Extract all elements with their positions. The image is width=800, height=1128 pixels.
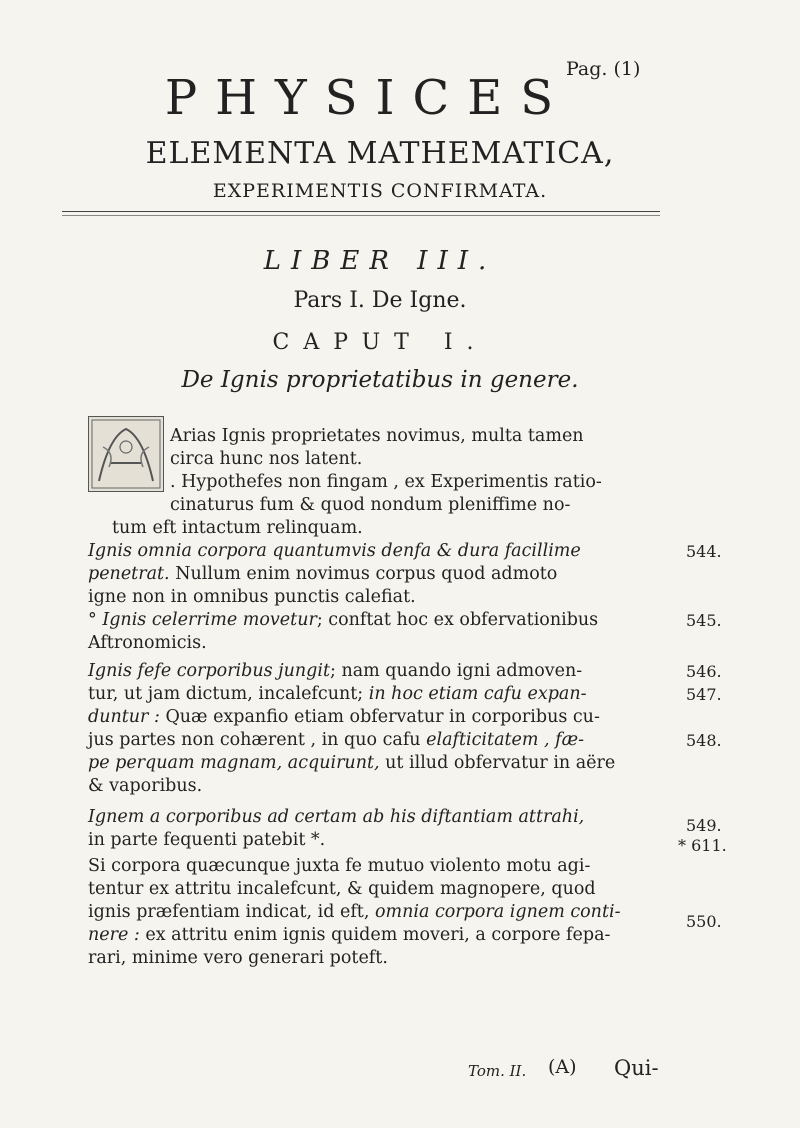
text-line: Arias Ignis proprietates novimus, multa tamen (170, 426, 584, 446)
margin-number: 549. (686, 816, 722, 835)
text-line: rari, minime vero generari poteft. (88, 948, 388, 968)
text-line: igne non in omnibus punctis calefiat. (88, 587, 416, 607)
text-line (88, 683, 688, 706)
italic-phrase: omnia corpora ignem conti- (369, 902, 621, 922)
text-line: Aftronomicis. (88, 633, 207, 653)
text-line (88, 660, 688, 683)
text-line: circa hunc nos latent. (170, 449, 363, 469)
text-line (88, 806, 688, 829)
italic-phrase: Ignis fefe corporibus jungit (88, 661, 330, 681)
margin-number: 545. (686, 611, 722, 630)
text-span: Quæ expanfio etiam obfervatur in corporibus cu- (159, 707, 600, 727)
text-line: . Hypothefes non fingam , ex Experimentis ratio- (170, 472, 602, 492)
italic-phrase: Ignem a corporibus ad certam ab his diftantiam attrahi, (88, 807, 585, 827)
text-span: ; nam quando igni admoven- (329, 661, 583, 681)
margin-number: 550. (686, 912, 722, 931)
margin-number: 544. (686, 542, 722, 561)
margin-number: * 611. (678, 836, 727, 855)
text-line (88, 609, 688, 632)
margin-number: 546. (686, 662, 722, 681)
text-line (88, 706, 688, 729)
italic-phrase: in hoc etiam cafu expan- (363, 684, 587, 704)
italic-phrase: duntur : (88, 707, 160, 727)
chapter-heading: CAPUT I. (272, 330, 488, 355)
divider-rule (62, 211, 660, 212)
italic-phrase: nere : (88, 925, 140, 945)
text-span: jus partes non cohærent , in quo cafu (88, 730, 421, 750)
italic-phrase: pe perquam magnam, acquirunt, (88, 753, 380, 773)
text-line: cinaturus fum & quod nondum pleniffime no- (170, 495, 571, 515)
text-line (88, 563, 688, 586)
text-line (88, 924, 688, 947)
divider-rule-thin (62, 215, 660, 216)
volume-note: Tom. II. (468, 1062, 527, 1080)
text-line: tentur ex attritu incalefcunt, & quidem magnopere, quod (88, 879, 596, 899)
text-span: Nullum enim novimus corpus quod admoto (169, 564, 558, 584)
catchword: Qui- (614, 1056, 659, 1080)
text-line: & vaporibus. (88, 776, 203, 796)
text-line (88, 729, 688, 752)
text-span: ex attritu enim ignis quidem moveri, a corpore fepa- (139, 925, 611, 945)
text-line: tum eft intactum relinquam. (112, 518, 363, 538)
margin-number: 548. (686, 731, 722, 750)
text-line (88, 540, 688, 563)
text-line (88, 901, 688, 924)
text-span: ut illud obfervatur in aëre (379, 753, 616, 773)
text-span: ignis præfentiam indicat, id eft, (88, 902, 370, 922)
text-line: in parte fequenti patebit *. (88, 830, 326, 850)
margin-number: 547. (686, 685, 722, 704)
italic-phrase: ° Ignis celerrime movetur (88, 610, 317, 630)
italic-phrase: Ignis omnia corpora quantumvis denfa & dura facillime (88, 541, 581, 561)
main-title: PHYSICES (164, 70, 572, 126)
italic-phrase: penetrat. (88, 564, 170, 584)
ornamental-initial-icon (88, 416, 164, 492)
signature-mark: (A) (548, 1056, 577, 1078)
text-line (88, 752, 688, 775)
book-heading: LIBER III. (263, 246, 497, 276)
subtitle-line-1: ELEMENTA MATHEMATICA, (145, 136, 615, 171)
text-line: Si corpora quæcunque juxta fe mutuo violento motu agi- (88, 856, 591, 876)
text-span: tur, ut jam dictum, incalefcunt; (88, 684, 364, 704)
italic-phrase: elafticitatem , fæ- (420, 730, 585, 750)
page-number: Pag. (1) (566, 58, 641, 80)
part-heading: Pars I. De Igne. (293, 288, 467, 313)
subtitle-line-2: EXPERIMENTIS CONFIRMATA. (212, 180, 548, 202)
text-span: ; conftat hoc ex obfervationibus (316, 610, 599, 630)
chapter-subtitle: De Ignis proprietatibus in genere. (181, 367, 579, 393)
